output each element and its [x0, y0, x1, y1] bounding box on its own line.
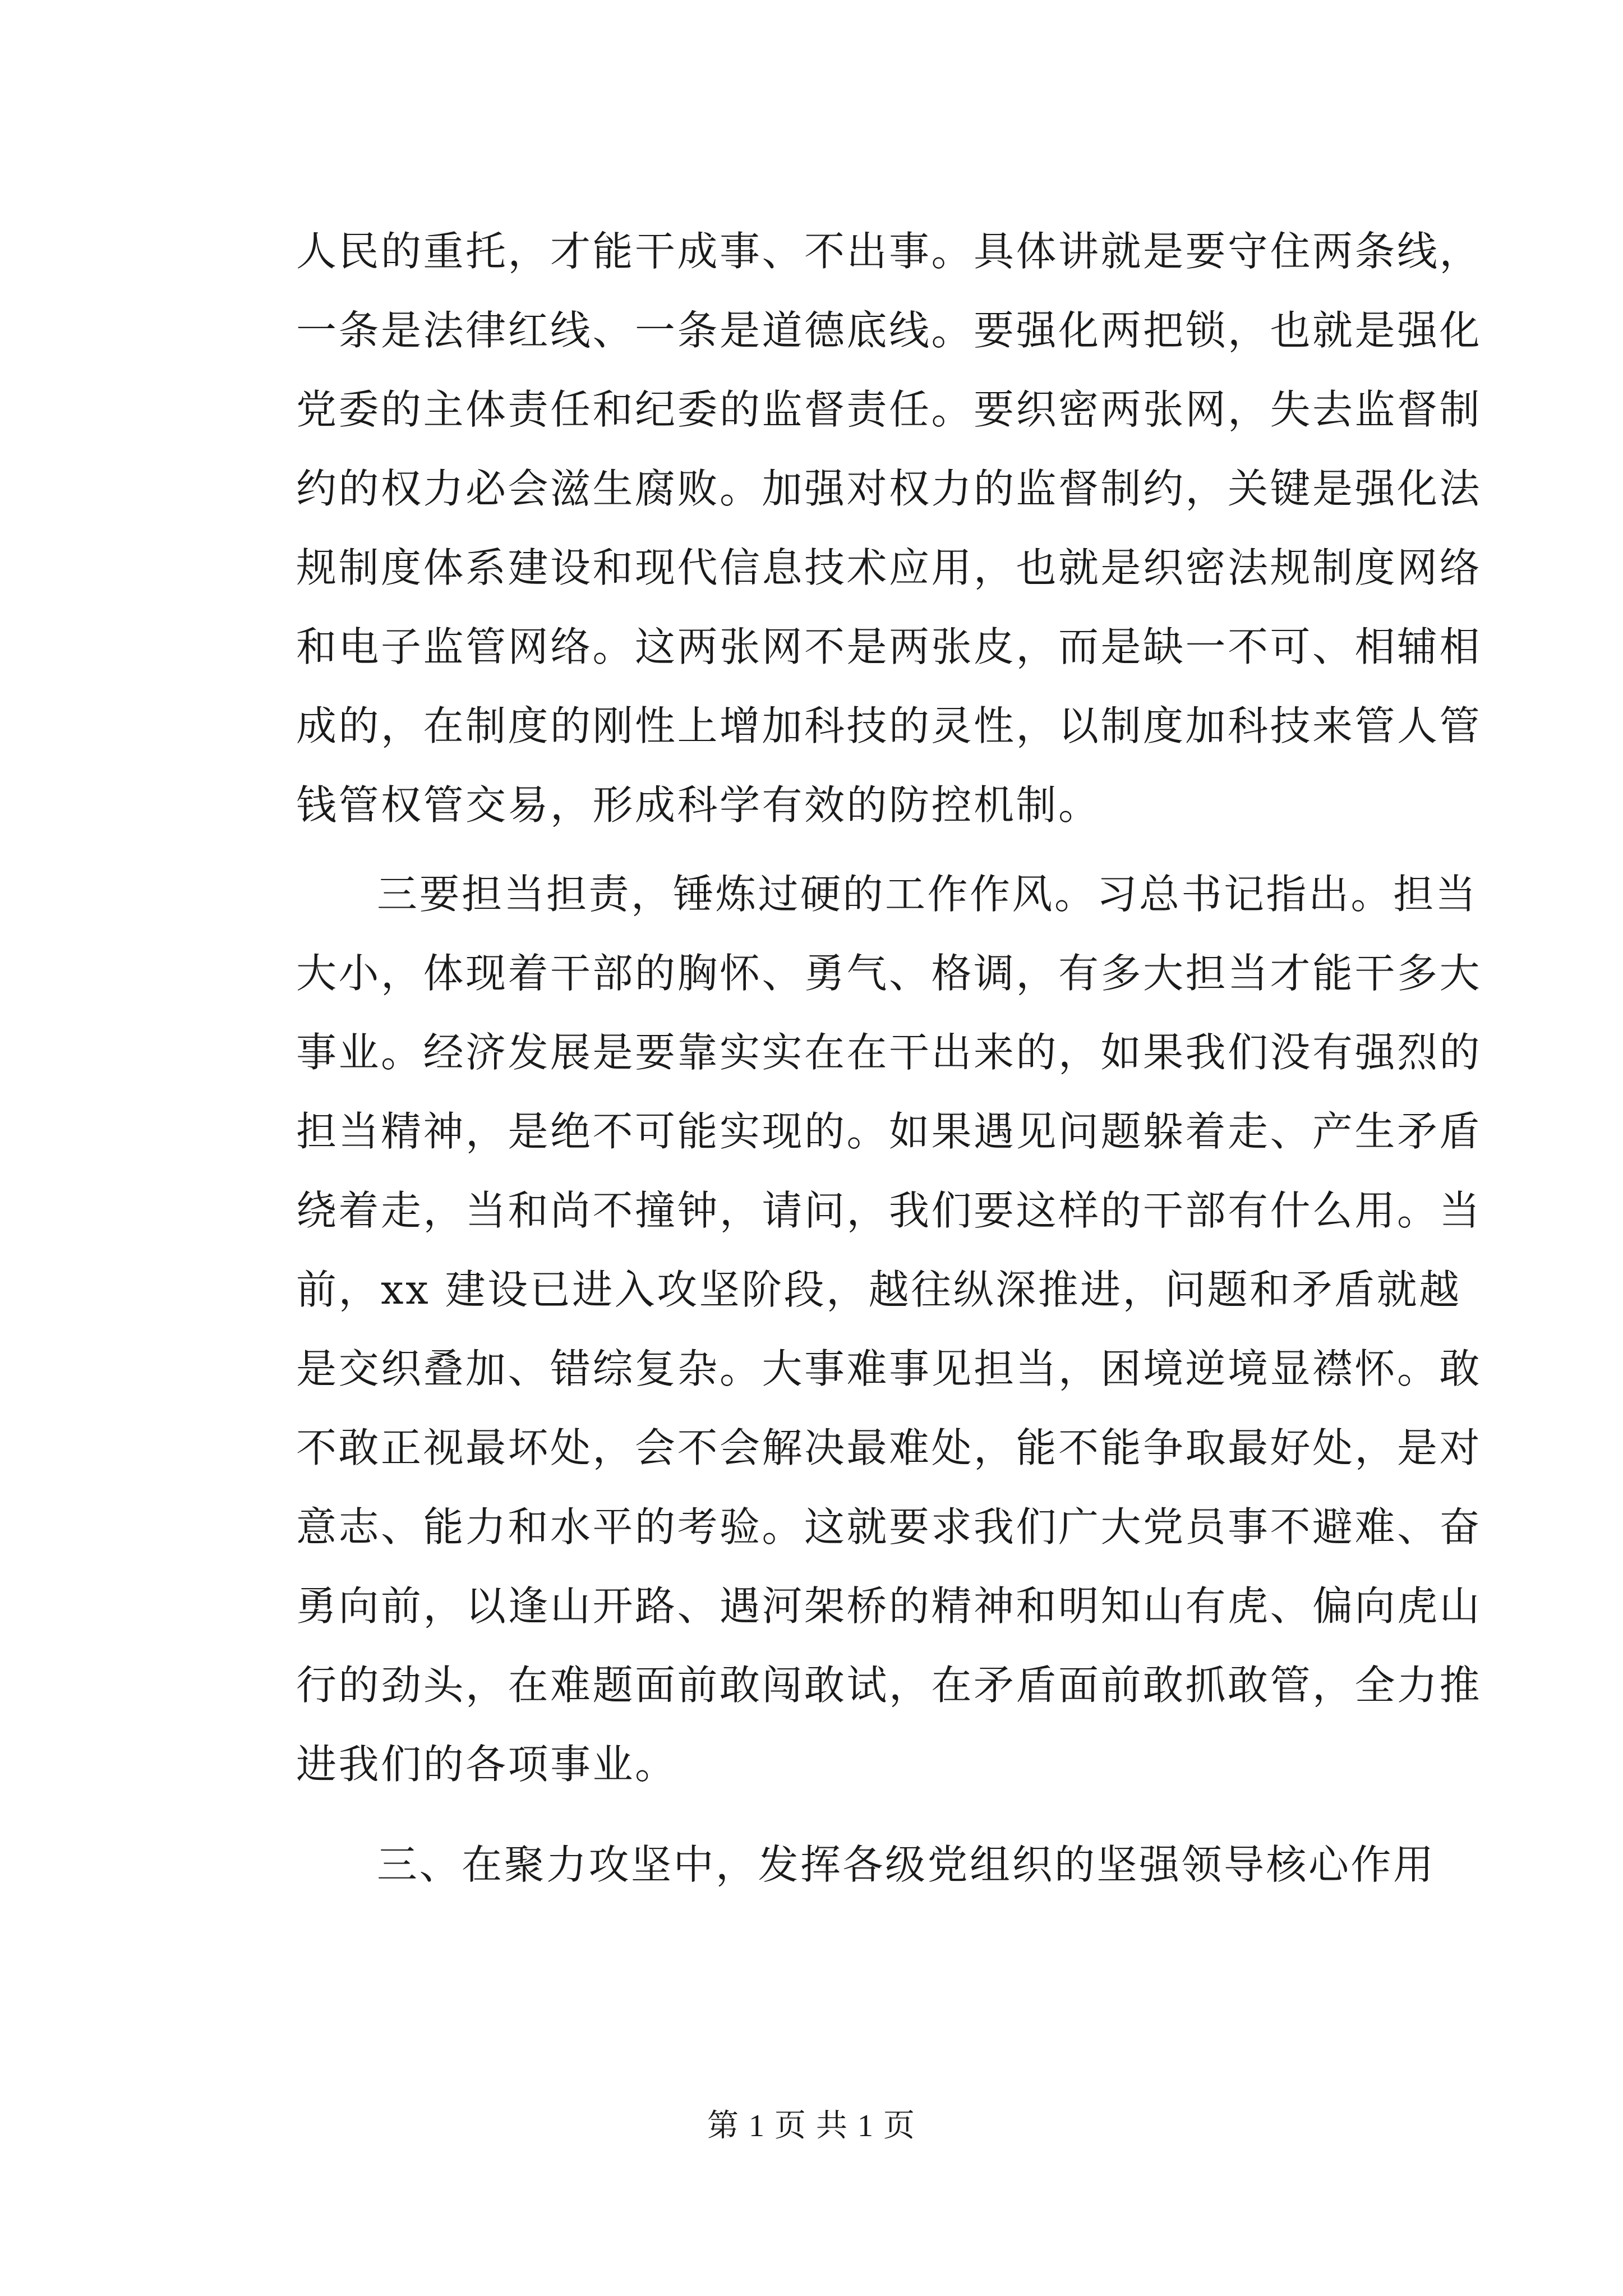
- text-line: 和电子监管网络。这两张网不是两张皮，而是缺一不可、相辅相: [296, 623, 1482, 670]
- text-line: 规制度体系建设和现代信息技术应用，也就是织密法规制度网络: [296, 544, 1482, 591]
- text-line: 大小，体现着干部的胸怀、勇气、格调，有多大担当才能干多大: [296, 950, 1482, 997]
- document-body: [296, 212, 1482, 1904]
- paragraph-1: [296, 212, 1482, 845]
- section-heading: 三、在聚力攻坚中，发挥各级党组织的坚强领导核心作用: [377, 1841, 1436, 1888]
- text-line: 事业。经济发展是要靠实实在在干出来的，如果我们没有强烈的: [296, 1029, 1482, 1076]
- page-footer: 第 1 页 共 1 页: [707, 2109, 916, 2143]
- text-line: 成的，在制度的刚性上增加科技的灵性，以制度加科技来管人管: [296, 702, 1482, 749]
- text-line: 约的权力必会滋生腐败。加强对权力的监督制约，关键是强化法: [296, 465, 1482, 512]
- text-line: 绕着走，当和尚不撞钟，请问，我们要这样的干部有什么用。当: [296, 1187, 1482, 1234]
- text-line: 不敢正视最坏处，会不会解决最难处，能不能争取最好处，是对: [296, 1424, 1482, 1471]
- text-line: 是交织叠加、错综复杂。大事难事见担当，困境逆境显襟怀。敢: [296, 1345, 1482, 1392]
- text-line: 意志、能力和水平的考验。这就要求我们广大党员事不避难、奋: [296, 1503, 1482, 1550]
- paragraph-spacer: [296, 1804, 1412, 1814]
- text-line: 进我们的各项事业。: [296, 1741, 677, 1788]
- text-line: 勇向前，以逢山开路、遇河架桥的精神和明知山有虎、偏向虎山: [296, 1582, 1482, 1630]
- text-line: 前，xx 建设已进入攻坚阶段，越往纵深推进，问题和矛盾就越: [296, 1266, 1461, 1313]
- paragraph-2: [296, 855, 1482, 1804]
- text-line: 钱管权管交易，形成科学有效的防控机制。: [296, 781, 1101, 829]
- paragraph-spacer: [296, 845, 1412, 855]
- text-line: 三要担当担责，锤炼过硬的工作作风。习总书记指出。担当: [377, 871, 1478, 918]
- text-line: 行的劲头，在难题面前敢闯敢试，在矛盾面前敢抓敢管，全力推: [296, 1662, 1482, 1709]
- text-line: 担当精神，是绝不可能实现的。如果遇见问题躲着走、产生矛盾: [296, 1108, 1482, 1155]
- text-line: 党委的主体责任和纪委的监督责任。要织密两张网，失去监督制: [296, 386, 1482, 433]
- text-line: 一条是法律红线、一条是道德底线。要强化两把锁，也就是强化: [296, 307, 1482, 354]
- text-line: 人民的重托，才能干成事、不出事。具体讲就是要守住两条线，: [296, 228, 1482, 275]
